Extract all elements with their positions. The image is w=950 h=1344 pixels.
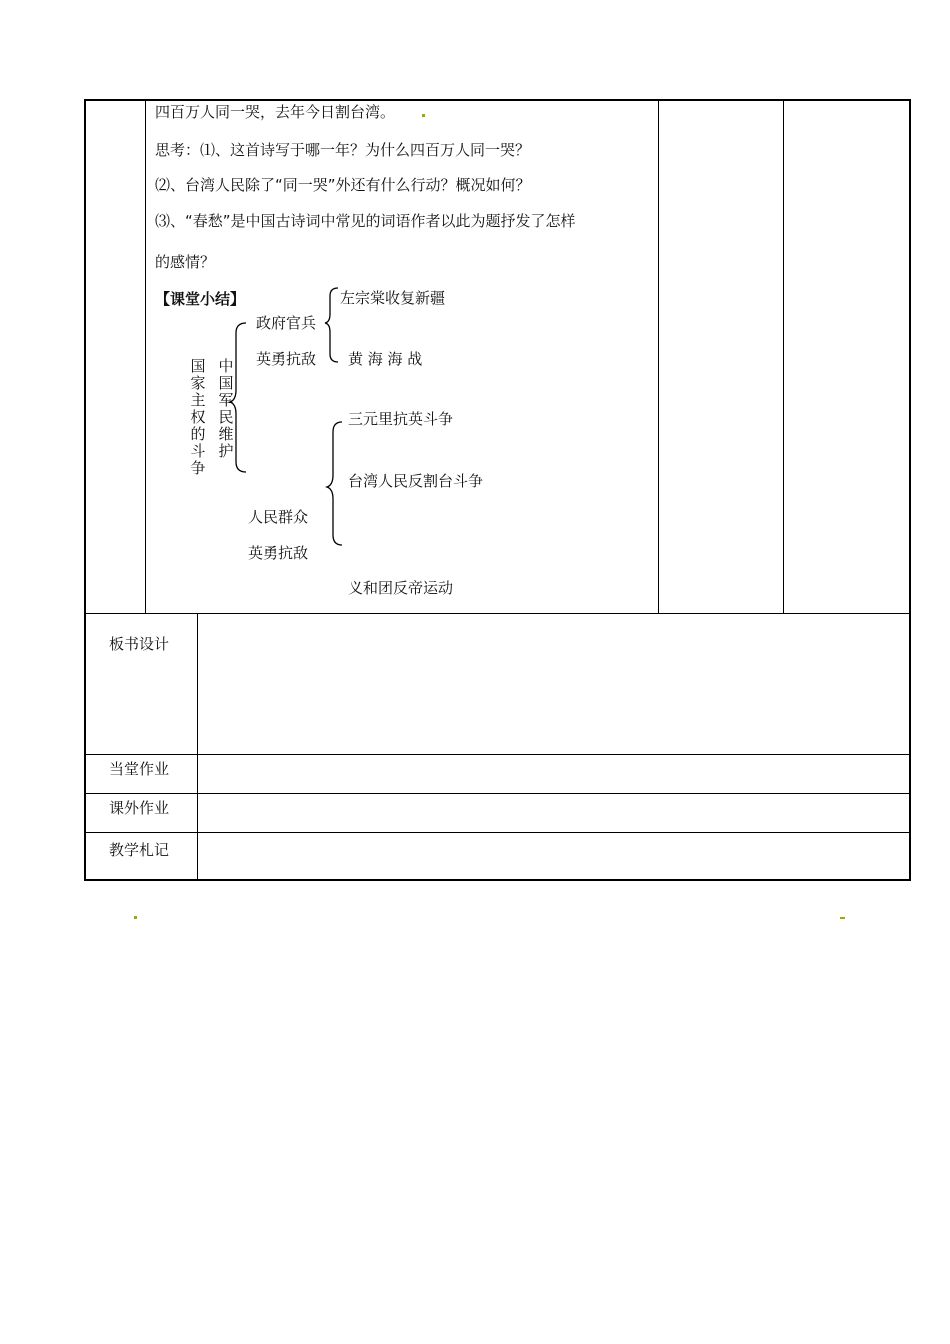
footer-mark-right — [840, 917, 845, 919]
branch-char: 国 — [218, 374, 234, 392]
root-char: 家 — [190, 374, 206, 392]
gov-label-1: 政府官兵 — [256, 314, 317, 332]
brace-government — [325, 288, 338, 362]
question-3-line-1: ⑶、“春愁”是中国古诗词中常见的词语作者以此为题抒发了怎样 — [155, 212, 576, 230]
people-label-2: 英勇抗敌 — [248, 544, 309, 562]
row-line-3 — [85, 793, 910, 794]
question-2: ⑵、台湾人民除了“同一哭”外还有什么行动？概况如何？ — [155, 176, 531, 194]
gov-item-2: 黄 海 海 战 — [348, 350, 423, 368]
gov-item-1: 左宗棠收复新疆 — [340, 289, 446, 307]
footer-mark-left — [134, 916, 137, 919]
people-item-3: 义和团反帝运动 — [348, 579, 454, 597]
poem-line: 四百万人同一哭，去年今日割台湾。 — [155, 103, 396, 121]
root-char: 斗 — [190, 442, 206, 460]
root-char: 权 — [190, 408, 206, 426]
branch-char: 民 — [218, 408, 234, 426]
row-line-2 — [85, 754, 910, 755]
root-char: 主 — [190, 391, 206, 409]
branch-char: 维 — [218, 425, 234, 443]
branch-char: 护 — [218, 442, 234, 460]
row-label-teaching-notes: 教学札记 — [109, 841, 170, 859]
people-item-1: 三元里抗英斗争 — [348, 410, 454, 428]
row-label-board-design: 板书设计 — [109, 635, 170, 653]
brace-main — [230, 323, 246, 472]
root-char: 的 — [190, 425, 206, 443]
gov-label-2: 英勇抗敌 — [256, 350, 317, 368]
root-char: 争 — [190, 459, 206, 477]
question-1: 思考：⑴、这首诗写于哪一年？为什么四百万人同一哭？ — [155, 141, 531, 159]
question-3-line-2: 的感情？ — [155, 253, 216, 271]
brace-people — [327, 422, 342, 545]
people-label-1: 人民群众 — [248, 508, 309, 526]
branch-char: 中 — [218, 357, 234, 375]
row-label-homework: 课外作业 — [109, 799, 170, 817]
row-label-class-work: 当堂作业 — [109, 760, 170, 778]
summary-title: 【课堂小结】 — [155, 290, 246, 308]
table-border-bottom — [84, 879, 911, 881]
people-item-2: 台湾人民反割台斗争 — [348, 472, 484, 490]
root-char: 国 — [190, 357, 206, 375]
branch-char: 军 — [218, 391, 234, 409]
row-line-4 — [85, 832, 910, 833]
